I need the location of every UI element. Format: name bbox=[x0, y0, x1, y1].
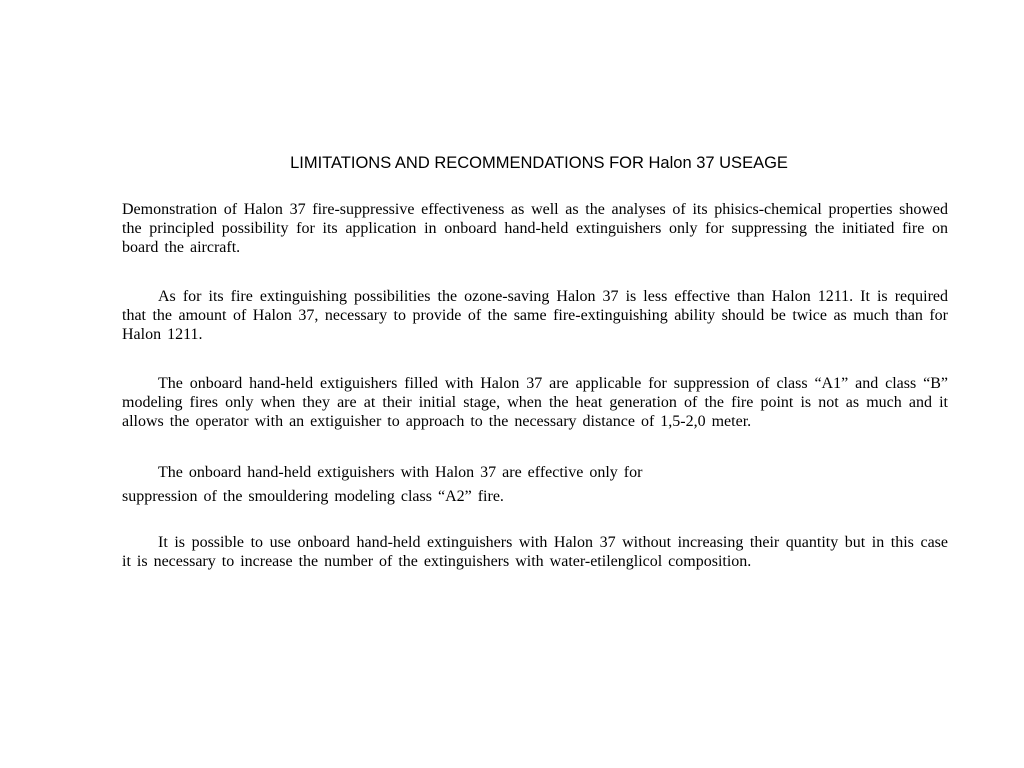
paragraph-applicability: The onboard hand-held extiguishers filled with Halon 37 are applicable for suppression of class “A1” and class “B” modeling fires only when they are at their initial stage, when the heat generation of the fire point is not as much and it allows the operator with an extiguisher to approach to the necessary distance of 1,5-2,0 meter. bbox=[122, 375, 948, 430]
paragraph-smouldering bbox=[122, 461, 948, 509]
paragraph-demonstration: Demonstration of Halon 37 fire-suppressive effectiveness as well as the analyses of its phisics-chemical properties showed the principled possibility for its application in onboard hand-held extinguishers only for suppressing the initiated fire on board the aircraft. bbox=[122, 201, 948, 256]
paragraph-smouldering-line-2: suppression of the smouldering modeling class “A2” fire. bbox=[122, 488, 504, 505]
paragraph-quantity: It is possible to use onboard hand-held extinguishers with Halon 37 without increasing their quantity but in this case it is necessary to increase the number of the extinguishers with water-etilenglicol composition. bbox=[122, 534, 948, 570]
paragraph-smouldering-line-1: The onboard hand-held extiguishers with Halon 37 are effective only for bbox=[158, 464, 643, 481]
paragraph-effectiveness: As for its fire extinguishing possibilities the ozone-saving Halon 37 is less effective than Halon 1211. It is required that the amount of Halon 37, necessary to provide of the same fire-extinguishing ability should be twice as much than for Halon 1211. bbox=[122, 288, 948, 343]
page-title: LIMITATIONS AND RECOMMENDATIONS FOR Halon 37 USEAGE bbox=[290, 154, 788, 172]
document-body bbox=[122, 200, 948, 571]
